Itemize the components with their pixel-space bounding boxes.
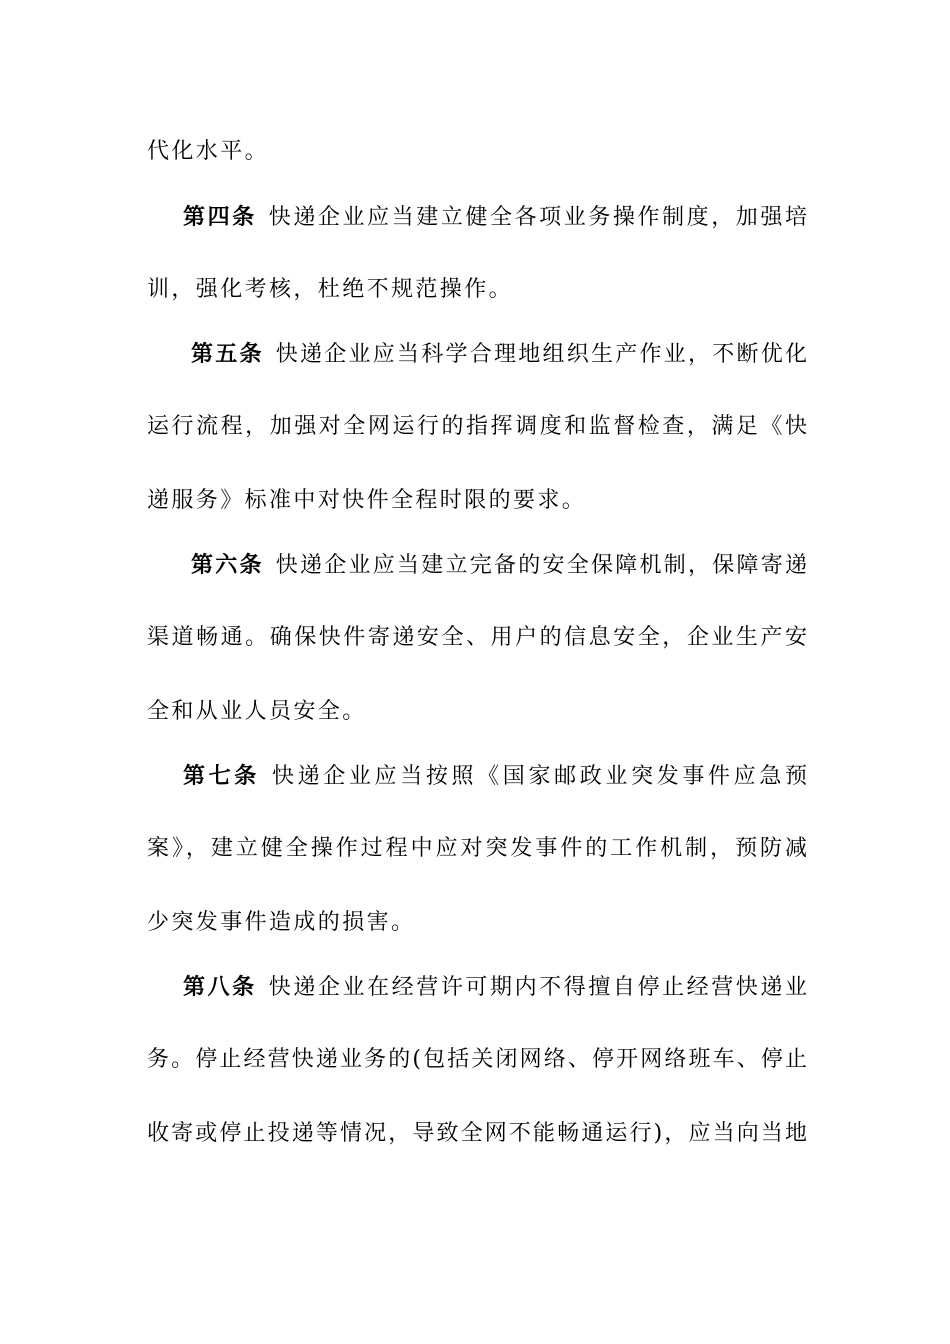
article-heading: 第八条 — [183, 974, 257, 1000]
line-text: 快递企业应当科学合理地组织生产作业，不断优化 — [275, 342, 807, 367]
article-5-line — [191, 338, 807, 371]
article-4-line — [183, 201, 807, 234]
line-text: 递服务》标准中对快件全程时限的要求。 — [147, 488, 587, 513]
line-text: 收寄或停止投递等情况，导致全网不能畅通运行)，应当向当地 — [147, 1121, 807, 1146]
line-text: 务。停止经营快递业务的(包括关闭网络、停开网络班车、停止 — [147, 1047, 807, 1072]
article-heading: 第五条 — [191, 341, 264, 367]
line-text: 训，强化考核，杜绝不规范操作。 — [147, 277, 514, 302]
article-8-line — [183, 971, 807, 1004]
line-text: 代化水平。 — [147, 139, 270, 164]
line-text: 案》，建立健全操作过程中应对突发事件的工作机制，预防减 — [147, 836, 807, 861]
paragraph-line — [147, 1118, 807, 1150]
line-text: 快递企业应当建立健全各项业务操作制度，加强培 — [268, 205, 807, 230]
paragraph-line — [147, 622, 807, 654]
paragraph-line — [147, 907, 807, 939]
line-text: 少突发事件造成的损害。 — [147, 910, 416, 935]
line-text: 渠道畅通。确保快件寄递安全、用户的信息安全，企业生产安 — [147, 625, 807, 650]
paragraph-line — [147, 411, 807, 443]
line-text: 快递企业应当建立完备的安全保障机制，保障寄递 — [275, 553, 807, 578]
article-6-line — [191, 549, 807, 582]
paragraph-line — [147, 485, 807, 517]
line-text: 快递企业应当按照《国家邮政业突发事件应急预 — [271, 764, 807, 789]
article-7-line — [183, 760, 807, 793]
article-heading: 第六条 — [191, 552, 264, 578]
paragraph-line — [147, 274, 807, 306]
paragraph-line — [147, 1044, 807, 1076]
article-heading: 第四条 — [183, 204, 257, 230]
paragraph-line — [147, 696, 807, 728]
line-text: 全和从业人员安全。 — [147, 699, 367, 724]
line-text: 运行流程，加强对全网运行的指挥调度和监督检查，满足《快 — [147, 414, 807, 439]
paragraph-line — [147, 136, 807, 168]
paragraph-line — [147, 833, 807, 865]
line-text: 快递企业在经营许可期内不得擅自停止经营快递业 — [268, 975, 807, 1000]
article-heading: 第七条 — [183, 763, 260, 789]
